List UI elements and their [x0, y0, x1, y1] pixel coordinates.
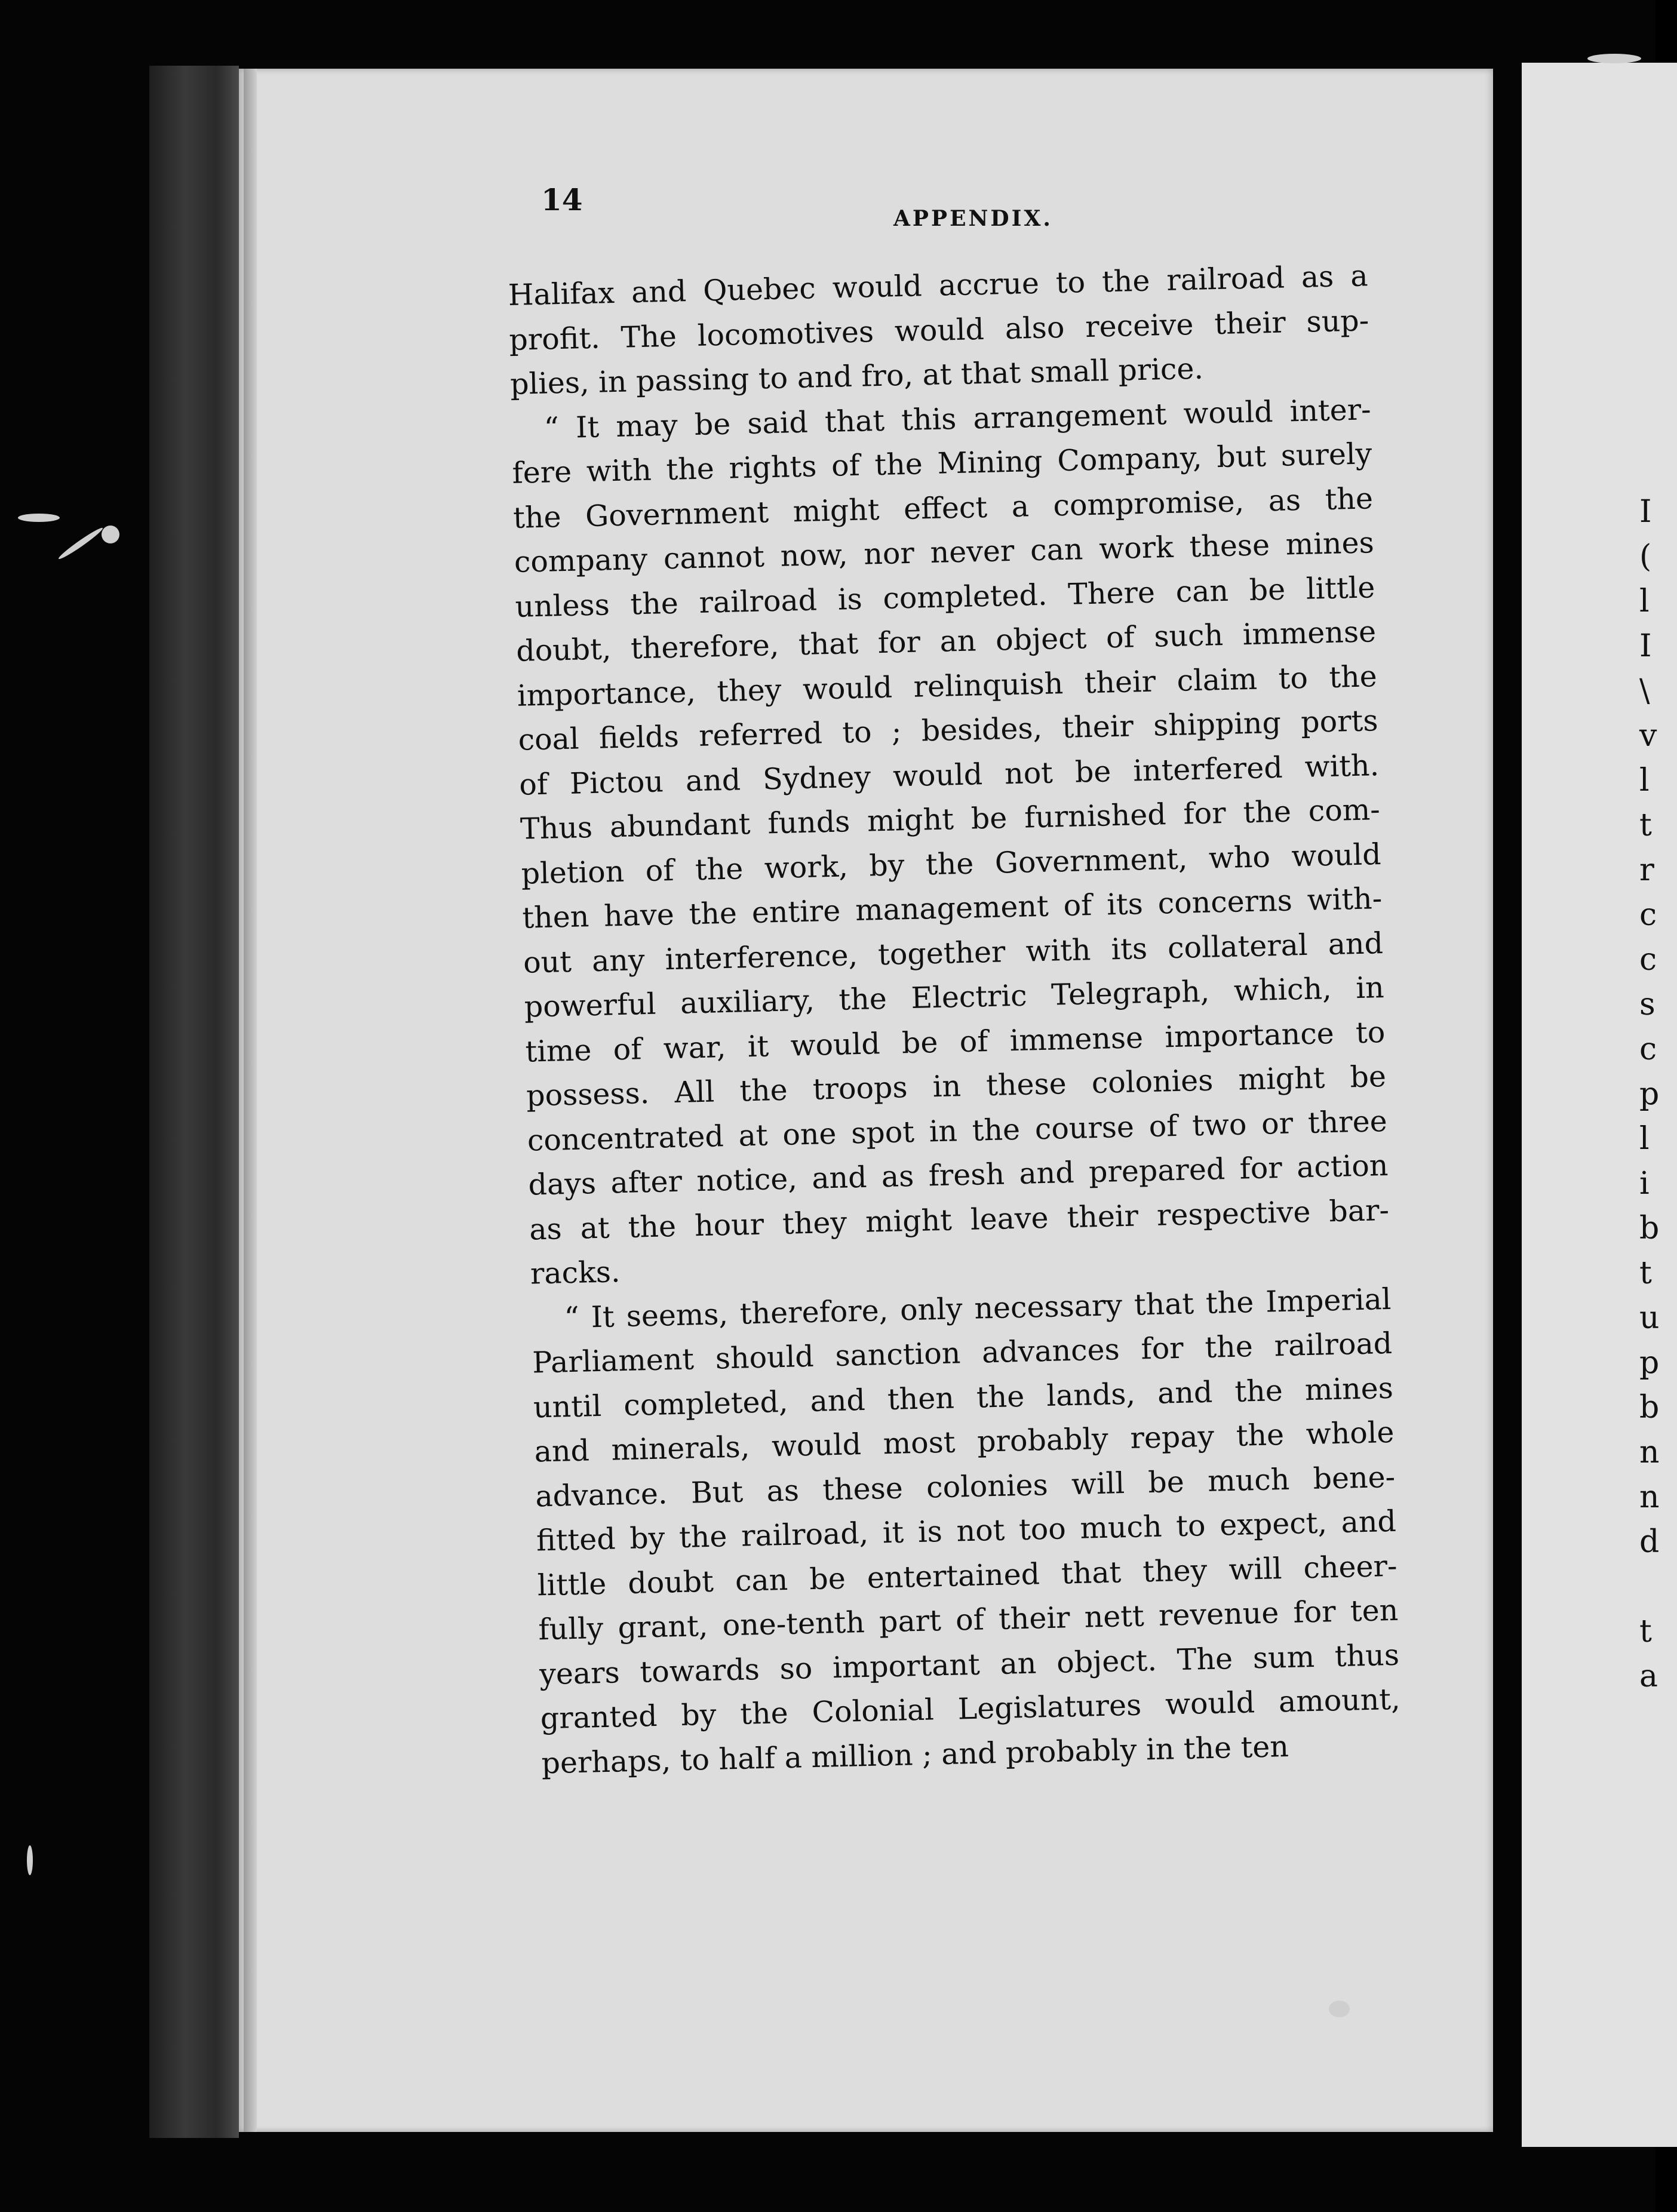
- text-line: possess. All the troops in these colonies might be: [526, 1059, 1387, 1113]
- text-line: “ It seems, therefore, only necessary that the Imperial: [564, 1282, 1392, 1335]
- text-line: importance, they would relinquish their claim to the: [517, 659, 1378, 713]
- text-line: unless the railroad is completed. There can be little: [515, 570, 1375, 624]
- text-line: until completed, and then the lands, and the mines: [533, 1371, 1394, 1425]
- text-line: Parliament should sanction advances for the railroad: [532, 1326, 1393, 1380]
- text-line: profit. The locomotives would also receive their sup-: [508, 303, 1369, 357]
- text-line: the Government might effect a compromise, as the: [512, 481, 1374, 535]
- text-line: pletion of the work, by the Government, who would: [521, 837, 1382, 891]
- text-line: racks.: [530, 1255, 621, 1291]
- body-text: [508, 254, 1402, 1786]
- text-line: little doubt can be entertained that they will cheer-: [537, 1549, 1398, 1602]
- text-line: granted by the Colonial Legislatures would amount,: [540, 1682, 1401, 1736]
- facing-page-text-fragment: I ( l I \ v l t r c c s c p l i b t u p b n n d t a: [1639, 494, 1660, 1694]
- running-head: APPENDIX.: [893, 206, 1053, 231]
- text-line: out any interference, together with its collateral and: [523, 926, 1384, 980]
- text-line: of Pictou and Sydney would not be interfered with.: [518, 748, 1380, 802]
- text-line: perhaps, to half a million ; and probably in the ten: [540, 1729, 1289, 1780]
- text-line: fere with the rights of the Mining Company, but surely: [511, 437, 1372, 490]
- book-spine: [149, 66, 239, 2138]
- text-line: powerful auxiliary, the Electric Telegraph, which, in: [524, 970, 1385, 1024]
- text-line: Halifax and Quebec would accrue to the railroad as a: [508, 259, 1369, 312]
- text-line: plies, in passing to and fro, at that small price.: [509, 351, 1204, 401]
- page-header: [541, 182, 1138, 230]
- text-line: fully grant, one-tenth part of their nett revenue for ten: [538, 1593, 1399, 1647]
- text-line: time of war, it would be of immense importance to: [524, 1015, 1386, 1069]
- text-line: “ It may be said that this arrangement would inter-: [543, 392, 1372, 446]
- text-line: advance. But as these colonies will be much bene-: [535, 1460, 1396, 1513]
- text-line: coal fields referred to ; besides, their shipping ports: [518, 703, 1379, 757]
- text-line: Thus abundant funds might be furnished for the com-: [520, 792, 1381, 846]
- page-gutter-shadow: [244, 69, 257, 2132]
- text-line: concentrated at one spot in the course of two or three: [527, 1104, 1388, 1158]
- text-line: company cannot now, nor never can work these mines: [514, 526, 1375, 579]
- text-line: years towards so important an object. The sum thus: [539, 1638, 1400, 1691]
- text-line: days after notice, and as fresh and prepared for action: [527, 1148, 1389, 1202]
- text-line: fitted by the railroad, it is not too much to expect, and: [536, 1504, 1397, 1558]
- text-line: and minerals, would most probably repay the whole: [534, 1415, 1395, 1469]
- page-number: 14: [541, 182, 583, 217]
- text-line: then have the entire management of its concerns with-: [521, 881, 1383, 935]
- text-line: doubt, therefore, that for an object of such immense: [515, 615, 1377, 668]
- text-line: as at the hour they might leave their respective bar-: [529, 1193, 1390, 1247]
